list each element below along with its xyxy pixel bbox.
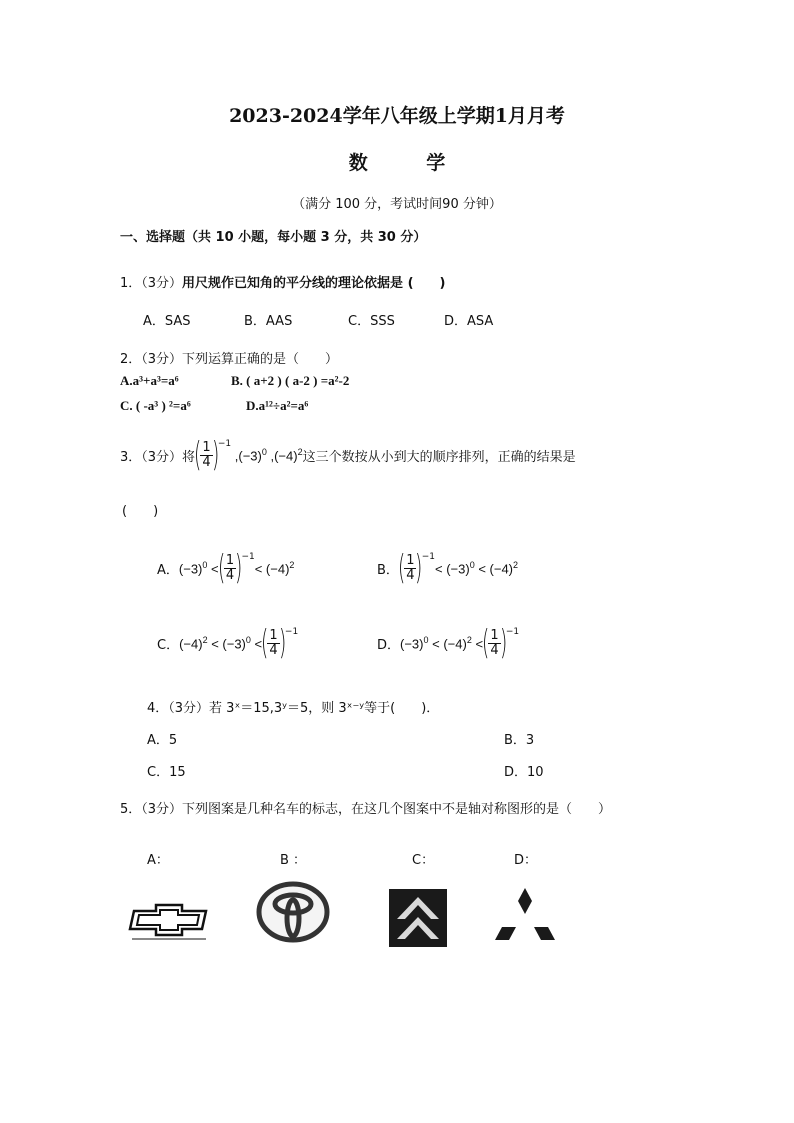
subject-title: 数 学: [348, 152, 472, 174]
q2-option-a: A.a³+a³=a⁶: [120, 373, 179, 388]
q2-option-d: D.a¹²÷a²=a⁶: [246, 398, 309, 413]
q3-option-c: C． $(-4)^2 < (-3)^0$ < ( 1 4 ) −1: [157, 623, 299, 663]
q5-label-d: D：: [514, 853, 538, 868]
q4-option-a: A．5: [147, 733, 178, 748]
question-1-prefix: 1．（3分）: [120, 276, 183, 291]
exam-title: 2023-2024学年八年级上学期1月月考: [229, 105, 565, 127]
q1-option-c: C．SSS: [348, 314, 395, 329]
q1-option-a: A．SAS: [143, 314, 191, 329]
bowtie-logo-icon: [128, 902, 210, 942]
q5-label-a: A：: [147, 853, 169, 868]
q3-option-d: D． $(-3)^0 < (-4)^2$ < ( 1 4 ) −1: [377, 623, 520, 663]
question-3: 3．（3分）将 ( 1 4 ) −1 $,(-3)^0$ $,(-4)^2$ 这三个数按从小到大的顺序排列，正确的结果是: [120, 435, 576, 475]
q2-option-b: B. ( a+2 ) ( a-2 ) =a²-2: [231, 373, 350, 388]
question-1: [120, 272, 445, 291]
section-heading: 一、选择题（共 10 小题，每小题 3 分，共 30 分）: [120, 230, 427, 245]
question-3-prefix: 3．（3分）将: [120, 449, 196, 465]
q2-option-c: C. ( -a³ ) ²=a⁶: [120, 398, 191, 413]
q3-option-b: B． ( 1 4 ) −1 < $(-3)^0 < (-4)^2$: [377, 548, 519, 588]
q5-label-b: B ：: [280, 853, 307, 868]
q5-label-c: C：: [412, 853, 435, 868]
q3-option-a: A． $(-3)^0$ < ( 1 4 ) −1 < $(-4)^2$: [157, 548, 295, 588]
fraction-quarter-inverse: ( 1 4 ) −1: [194, 435, 232, 475]
question-1-text: 用尺规作已知角的平分线的理论依据是 ( ): [182, 276, 446, 291]
question-5: 5．（3分）下列图案是几种名车的标志，在这几个图案中不是轴对称图形的是（ ）: [120, 802, 612, 817]
question-4: 4．（3分）若 3ˣ＝15,3ʸ＝5，则 3ˣ⁻ʸ等于( )．: [147, 701, 440, 716]
q4-option-c: C．15: [147, 765, 186, 780]
chevron-logo-icon: [389, 889, 447, 947]
q1-option-d: D．ASA: [444, 314, 494, 329]
three-diamonds-logo-icon: [494, 886, 556, 942]
question-3-suffix: 这三个数按从小到大的顺序排列，正确的结果是: [302, 449, 576, 465]
question-2: 2．（3分）下列运算正确的是（ ）: [120, 352, 339, 367]
question-3-blank: ( ): [122, 504, 159, 519]
q4-option-b: B．3: [504, 733, 535, 748]
q1-option-b: B．AAS: [244, 314, 293, 329]
q4-option-d: D．10: [504, 765, 544, 780]
exam-note: （满分 100 分，考试时间90 分钟）: [292, 197, 502, 212]
ellipse-logo-icon: [256, 880, 330, 944]
